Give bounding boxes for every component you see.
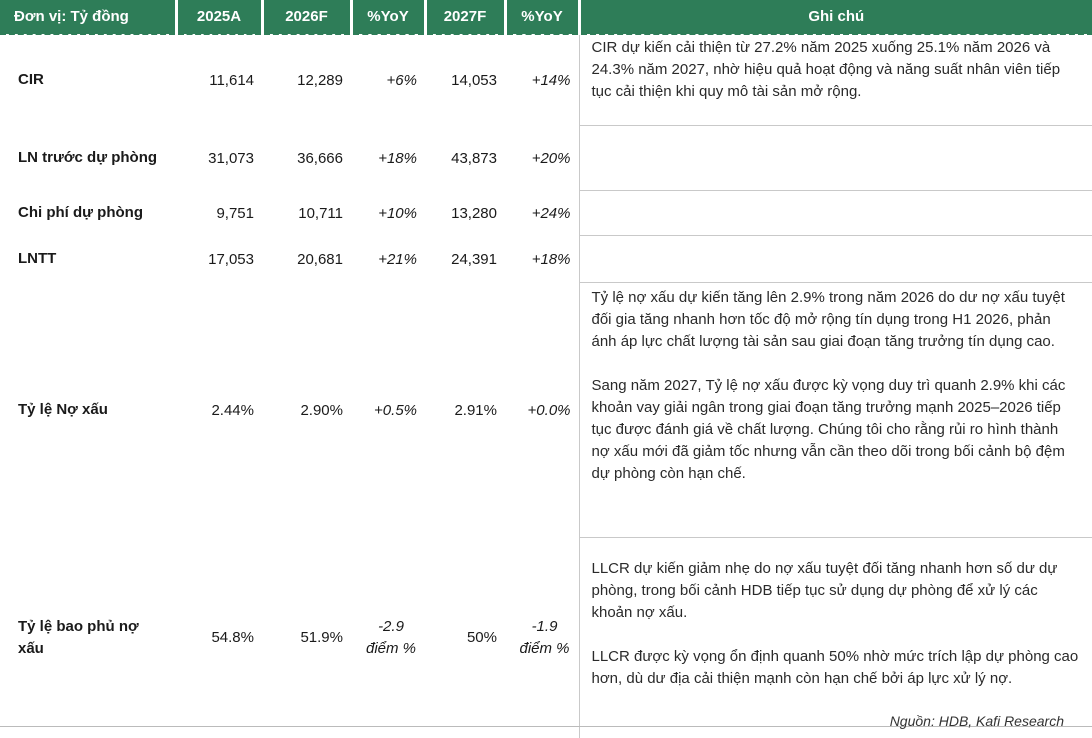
note-paragraph: Tỷ lệ nợ xấu dự kiến tăng lên 2.9% trong năm 2026 do dư nợ xấu tuyệt đối gia tăng nhanh hơn tốc độ mở rộng tín dụng trong H1 2026, phản ánh áp lực chất lượng tài sản sau giai đoạn tăng trưởng tín dụng cao.: [592, 287, 1080, 353]
header-2025a: 2025A: [176, 0, 262, 34]
yoy-2026: +6%: [351, 34, 425, 126]
note-cell: [579, 34, 1092, 126]
note-cell: [579, 126, 1092, 191]
value-2027f: 50%: [425, 538, 505, 738]
note-cell: [579, 283, 1092, 538]
value-2027f: 43,873: [425, 126, 505, 191]
note-paragraph: Sang năm 2027, Tỷ lệ nợ xấu được kỳ vọng duy trì quanh 2.9% khi các khoản vay giải ngân trong giai đoạn tăng trưởng mạnh 2025–2026 tiếp tục được đánh giá về chất lượng. Chúng tôi cho rằng rủi ro hình thành nợ xấu mới đã giảm tốc nhưng vẫn cần theo dõi trong bối cảnh bộ đệm dự phòng còn hạn chế.: [592, 375, 1080, 485]
value-2025a: 54.8%: [176, 538, 262, 738]
header-yoy-2026: %YoY: [351, 0, 425, 34]
value-2027f: 13,280: [425, 191, 505, 236]
yoy-2026: +21%: [351, 236, 425, 283]
value-2026f: 20,681: [262, 236, 351, 283]
yoy-2027: +0.0%: [505, 283, 579, 538]
note-paragraph: LLCR được kỳ vọng ổn định quanh 50% nhờ mức trích lập dự phòng cao hơn, dù dư địa cải thiện mạnh còn hạn chế bởi áp lực xử lý nợ.: [592, 646, 1080, 690]
header-unit: Đơn vị: Tỷ đồng: [0, 0, 176, 34]
yoy-2026: +18%: [351, 126, 425, 191]
row-label: Chi phí dự phòng: [0, 191, 176, 236]
table-row: [0, 283, 1092, 538]
yoy-value: -1.9 điểm %: [519, 616, 571, 660]
value-2025a: 9,751: [176, 191, 262, 236]
value-2025a: 31,073: [176, 126, 262, 191]
value-2025a: 2.44%: [176, 283, 262, 538]
yoy-2026: [351, 538, 425, 738]
yoy-2027: [505, 538, 579, 738]
note-cell: [579, 236, 1092, 283]
row-label: LNTT: [0, 236, 176, 283]
yoy-2027: +24%: [505, 191, 579, 236]
table-row: [0, 126, 1092, 191]
header-2026f: 2026F: [262, 0, 351, 34]
row-label: CIR: [0, 34, 176, 126]
table-row: [0, 191, 1092, 236]
table-row: [0, 538, 1092, 738]
value-2027f: 2.91%: [425, 283, 505, 538]
value-2027f: 24,391: [425, 236, 505, 283]
yoy-value: -2.9 điểm %: [365, 616, 417, 660]
table-row: [0, 236, 1092, 283]
note-paragraph: LLCR dự kiến giảm nhẹ do nợ xấu tuyệt đối tăng nhanh hơn số dư dự phòng, trong bối cảnh HDB tiếp tục sử dụng dự phòng để xử lý các khoản nợ xấu.: [592, 558, 1080, 624]
note-paragraph: CIR dự kiến cải thiện từ 27.2% năm 2025 xuống 25.1% năm 2026 và 24.3% năm 2027, nhờ hiệu quả hoạt động và năng suất nhân viên tiếp tục cải thiện khi quy mô tài sản mở rộng.: [592, 37, 1080, 103]
header-2027f: 2027F: [425, 0, 505, 34]
value-2026f: 12,289: [262, 34, 351, 126]
yoy-2027: +18%: [505, 236, 579, 283]
note-cell: [579, 191, 1092, 236]
value-2026f: 36,666: [262, 126, 351, 191]
header-note: Ghi chú: [579, 0, 1092, 34]
source-note: Nguồn: HDB, Kafi Research: [890, 713, 1064, 729]
value-2026f: 51.9%: [262, 538, 351, 738]
value-2025a: 17,053: [176, 236, 262, 283]
value-2027f: 14,053: [425, 34, 505, 126]
row-label: Tỷ lệ Nợ xấu: [0, 283, 176, 538]
yoy-2027: +14%: [505, 34, 579, 126]
row-label: LN trước dự phòng: [0, 126, 176, 191]
value-2025a: 11,614: [176, 34, 262, 126]
yoy-2026: +0.5%: [351, 283, 425, 538]
header-yoy-2027: %YoY: [505, 0, 579, 34]
note-cell: [579, 538, 1092, 738]
table-row: [0, 34, 1092, 126]
yoy-2026: +10%: [351, 191, 425, 236]
value-2026f: 10,711: [262, 191, 351, 236]
value-2026f: 2.90%: [262, 283, 351, 538]
yoy-2027: +20%: [505, 126, 579, 191]
row-label: Tỷ lệ bao phủ nợ xấu: [0, 538, 176, 738]
table-header-row: [0, 0, 1092, 34]
